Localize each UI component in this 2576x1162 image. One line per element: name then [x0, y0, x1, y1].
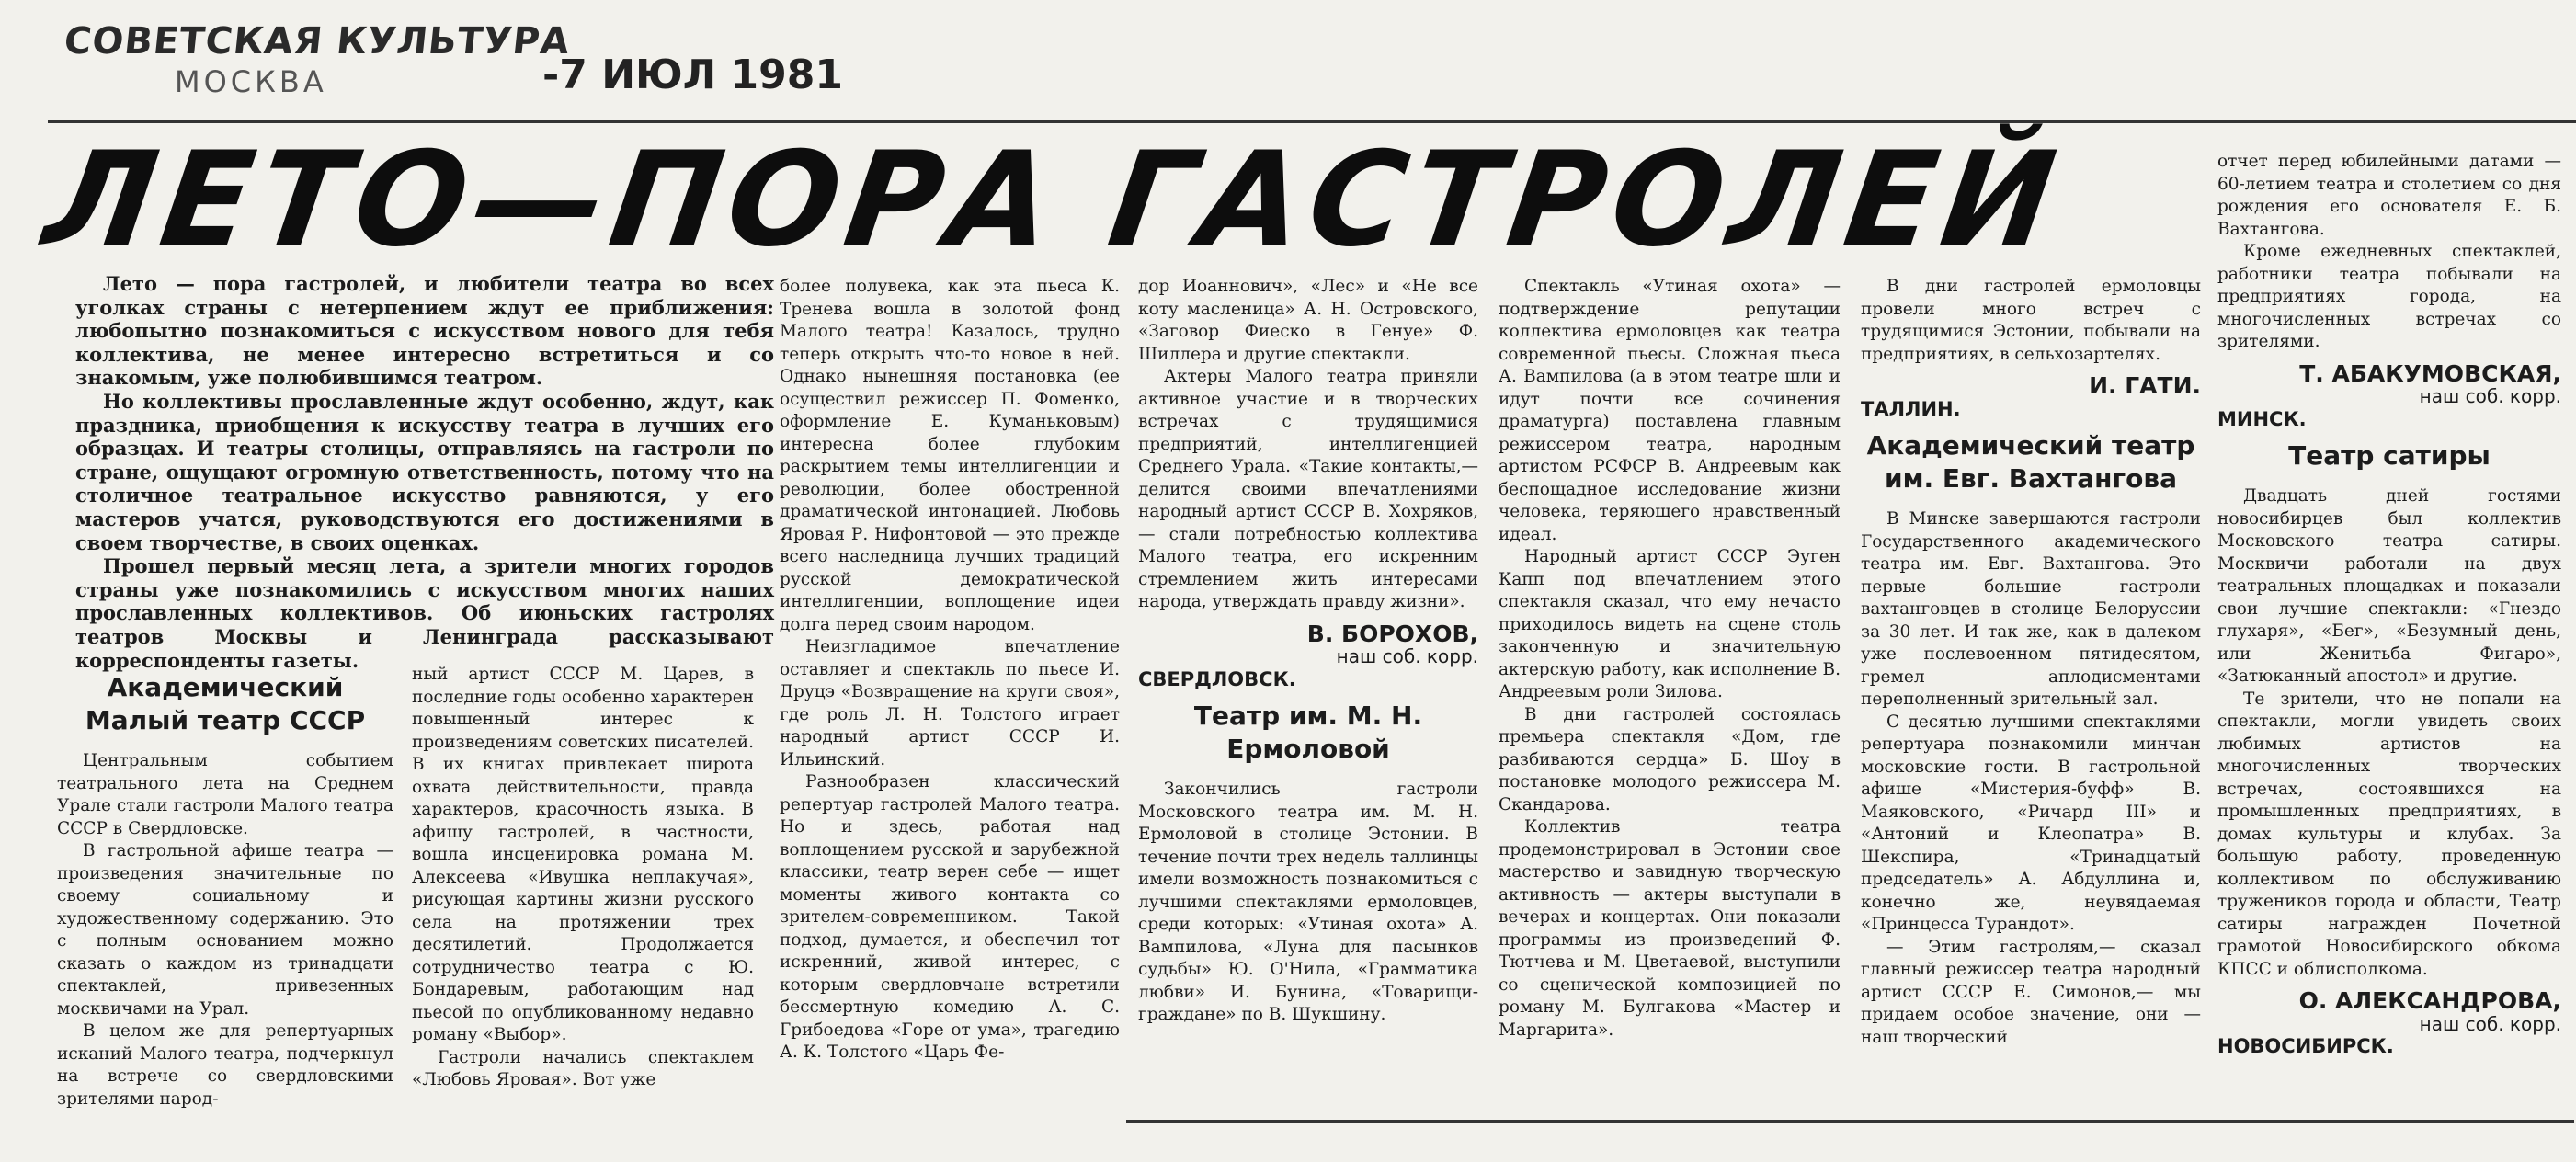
column-2	[412, 664, 754, 1122]
paragraph: дор Иоаннович», «Лес» и «Не все коту масленица» А. Н. Островского, «Заговор Фиеско в Генуе» Ф. Шиллера и другие спектакли.	[1138, 277, 1478, 364]
signature-city: МИНСК.	[2217, 407, 2307, 430]
signature-name: Т. АБАКУМОВСКАЯ,	[2299, 359, 2561, 387]
column-5	[1499, 276, 1841, 1122]
column-1	[57, 662, 393, 1122]
paragraph: В дни гастролей состоялась премьера спектакля «Дом, где разбиваются сердца» Б. Шоу в постановке молодого режиссера М. Скандарова.	[1499, 704, 1841, 815]
signature-city: СВЕРДЛОВСК.	[1138, 667, 1296, 690]
paragraph: — Этим гастролям,— сказал главный режиссер театра народный артист СССР Е. Симонов,— мы придаем особое значение, они — наш творческий	[1861, 937, 2201, 1047]
top-rule	[48, 120, 2576, 123]
paragraph: Народный артист СССР Эуген Капп под впечатлением этого спектакля сказал, что ему нечасто приходилось видеть на сцене столь законченную и значительную актерскую работу, как исполнение В. Андреевым роли Зилова.	[1499, 547, 1841, 701]
paragraph: ный артист СССР М. Царев, в последние годы особенно характерен повышенный интерес к произведениям советских писателей. В их книгах привлекает широта охвата действительности, правда характеров, красочность языка. В афишу гастролей, в частности, вошла инсценировка романа М. Алексеева «Ивушка неплакучая», рисующая картины жизни русского села на протяжении трех десятилетий. Продолжается сотрудничество театра с Ю. Бондаревым, работающим над пьесой по опубликованному недавно роману «Выбор».	[412, 665, 754, 1044]
paragraph: В гастрольной афише театра — произведения значительные по своему социальному и художественному содержанию. Это с полным основанием можно сказать о каждом из тринадцати спектаклей, привезенных москвичами на Урал.	[57, 841, 393, 1019]
paragraph: более полувека, как эта пьеса К. Тренева вошла в золотой фонд Малого театра! Казалось, трудно теперь открыть что-то новое в ней. Однако нынешняя постановка (ее осуществил режиссер П. Фоменко, оформление Е. Куманьковым) интересна более глубоким раскрытием темы интеллигенции и революции, более обостренной драматической интонацией. Любовь Яровая Р. Нифонтовой — это прежде всего наследница лучших традиций русской демократической интеллигенции, воплощение идеи долга перед своим народом.	[780, 277, 1120, 634]
signature-name: И. ГАТИ.	[2089, 372, 2201, 399]
paragraph: Кроме ежедневных спектаклей, работники театра побывали на предприятиях города, на многочисленных встречах со зрителями.	[2217, 242, 2561, 351]
section-heading-maly: Академический Малый театр СССР	[85, 672, 366, 735]
headline: ЛЕТО—ПОРА ГАСТРОЛЕЙ	[36, 124, 2071, 276]
signature-city: НОВОСИБИРСК.	[2217, 1035, 2394, 1057]
paragraph: Коллектив театра продемонстрировал в Эстонии свое мастерство и завидную творческую активность — актеры выступали в вечерах и концертах. Они показали программы из произведений Ф. Тютчева и М. Цветаевой, выступили со сценической композицией по роману М. Булгакова «Мастер и Маргарита».	[1499, 817, 1841, 1040]
paragraph: Центральным событием театрального лета на Среднем Урале стали гастроли Малого театра СССР в Свердловске.	[57, 751, 393, 838]
paragraph: Разнообразен классический репертуар гастролей Малого театра. Но и здесь, работая над воплощением русской и зарубежной классики, театр верен себе — ищет моменты живого контакта со зрителем-современником. Такой подход, думается, и обеспечил тот искренний, живой интерес, с которым свердловчане встретили бессмертную комедию А. С. Грибоедова «Горе от ума», трагедию А. К. Толстого «Царь Фе-	[780, 772, 1120, 1062]
signature-role: наш соб. корр.	[2419, 1012, 2561, 1035]
lead-paragraph	[75, 272, 774, 672]
paragraph: Неизгладимое впечатление оставляет и спектакль по пьесе И. Друцэ «Возвращение на круги своя», где роль Л. Н. Толстого играет народный артист СССР И. Ильинский.	[780, 637, 1120, 769]
column-4	[1138, 276, 1478, 1122]
newspaper-name: СОВЕТСКАЯ КУЛЬТУРА	[62, 20, 573, 63]
newspaper-city: МОСКВА	[175, 64, 327, 99]
signature-name: В. БОРОХОВ,	[1306, 620, 1478, 647]
section-heading-satire: Театр сатиры	[2288, 440, 2491, 471]
paragraph: Гастроли начались спектаклем «Любовь Яровая». Вот уже	[412, 1047, 754, 1089]
lead-p2: Но коллективы прославленные ждут особенно, ждут, как праздника, приобщения к искусству театра в лучших его образцах. И театры столицы, отправляясь на гастроли по стране, ощущают огромную ответственность, потому что на столичное театральное искусство равняются, у его мастеров учатся, руководствуются его достижениями в своем творчестве, в своих оценках.	[75, 389, 774, 554]
lead-p1: Лето — пора гастролей, и любители театра во всех уголках страны с нетерпением ждут ее приближения: любопытно познакомиться с искусством нового для тебя коллектива, не менее интересно встретиться и со знакомым, уже полюбившимся театром.	[75, 272, 774, 390]
bottom-rule	[1126, 1120, 2574, 1123]
signature-role: наш соб. корр.	[2419, 385, 2561, 407]
section-heading-vakhtangov: Академический театр им. Евг. Вахтангова	[1866, 430, 2195, 494]
signature-city: ТАЛЛИН.	[1861, 397, 1961, 420]
date-stamp: -7 ИЮЛ 1981	[542, 51, 843, 98]
lead-p3: Прошел первый месяц лета, а зрители многих городов страны уже познакомились с искусством многих наших прославленных коллективов. Об июньских гастролях театров Москвы и Ленинграда рассказывают корреспонденты газеты.	[75, 554, 774, 672]
paragraph: Закончились гастроли Московского театра им. М. Н. Ермоловой в столице Эстонии. В течение почти трех недель таллинцы имели возможность познакомиться с лучшими спектаклями ермоловцев, среди которых: «Утиная охота» А. Вампилова, «Луна для пасынков судьбы» Ю. О'Нила, «Грамматика любви» И. Бунина, «Товарищи-граждане» по В. Шукшину.	[1138, 780, 1478, 1024]
paragraph: Двадцать дней гостями новосибирцев был коллектив Московского театра сатиры. Москвичи работали на двух театральных площадках и показали свои лучшие спектакли: «Гнездо глухаря», «Бег», «Безумный день, или Женитьба Фигаро», «Затюканный апостол» и другие.	[2217, 486, 2561, 686]
paragraph: отчет перед юбилейными датами — 60-летием театра и столетием со дня рождения его основателя Е. Б. Вахтангова.	[2217, 152, 2561, 239]
paragraph: Актеры Малого театра приняли активное участие и в творческих встречах с трудящимися предприятий, интеллигенцией Среднего Урала. «Такие контакты,— делится своими впечатлениями народный артист СССР В. Хохряков,— стали потребностью коллектива Малого театра, его искренним стремлением жить интересами народа, утверждать правду жизни».	[1138, 367, 1478, 611]
signature-role: наш соб. корр.	[1336, 645, 1478, 667]
paragraph: В Минске завершаются гастроли Государственного академического театра им. Евг. Вахтангова. Это первые большие гастроли вахтанговцев в столице Белоруссии за 30 лет. И так же, как в далеком уже послевоенном пятидесятом, гремел аплодисментами переполненный зрительный зал.	[1861, 509, 2201, 709]
paragraph: В дни гастролей ермоловцы провели много встреч с трудящимися Эстонии, побывали на предприятиях, в сельхозартелях.	[1861, 277, 2201, 364]
paragraph: С десятью лучшими спектаклями репертуара познакомили минчан московские гости. В гастрольной афише «Мистерия-буфф» В. Маяковского, «Ричард III» и «Антоний и Клеопатра» В. Шекспира, «Тринадцатый председатель» А. Абдуллина и, конечно же, неувядаемая «Принцесса Турандот».	[1861, 712, 2201, 934]
paragraph: Те зрители, что не попали на спектакли, могли увидеть своих любимых артистов на многочисленных творческих встречах, состоявшихся на промышленных предприятиях, в домах культуры и клубах. За большую работу, проведенную коллективом по обслуживанию тружеников города и области, Театр сатиры награжден Почетной грамотой Новосибирского обкома КПСС и облисполкома.	[2217, 689, 2561, 979]
column-6	[1861, 276, 2201, 1122]
paragraph: В целом же для репертуарных исканий Малого театра, подчеркнул на встрече со свердловскими зрителями народ-	[57, 1021, 393, 1109]
paragraph: Спектакль «Утиная охота» — подтверждение репутации коллектива ермоловцев как театра современной пьесы. Сложная пьеса А. Вампилова (а в этом театре шли и идут почти все сочинения драматурга) поставлена главным режиссером театра, народным артистом РСФСР В. Андреевым как беспощадное исследование жизни человека, теряющего нравственный идеал.	[1499, 277, 1841, 544]
column-7	[2217, 151, 2561, 1118]
section-heading-ermolova: Театр им. М. Н. Ермоловой	[1193, 701, 1423, 764]
column-3	[780, 276, 1120, 1122]
signature-name: О. АЛЕКСАНДРОВА,	[2298, 987, 2561, 1014]
